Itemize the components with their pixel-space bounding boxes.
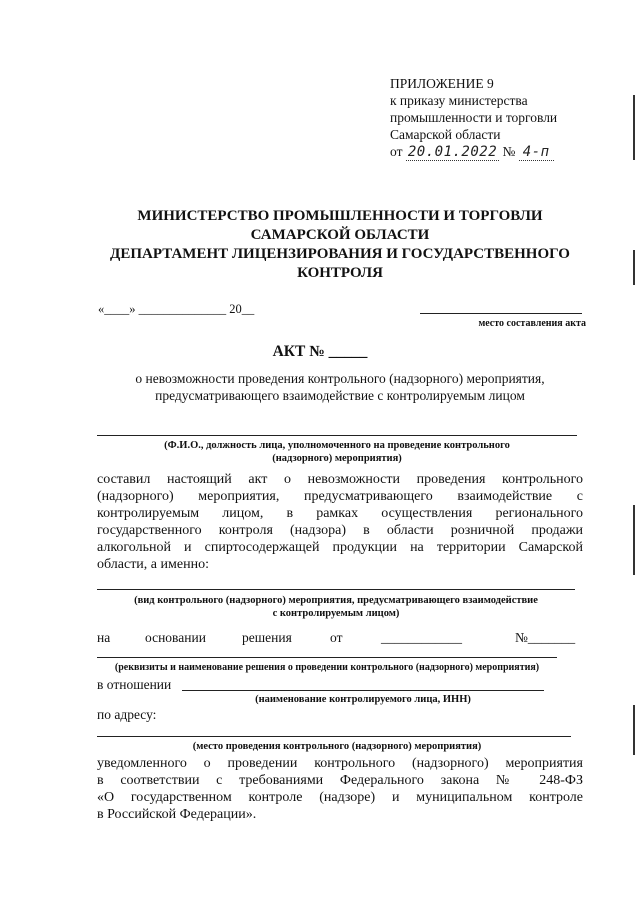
decision-caption: (реквизиты и наименование решения о проведении контрольного (надзорного) мероприятия) xyxy=(114,662,540,673)
address-label: по адресу: xyxy=(97,707,157,722)
body2-line-2: в соответствии с требованиями Федерального закона № 248-ФЗ xyxy=(97,773,583,788)
date-prefix: от xyxy=(390,144,403,159)
number-prefix: № xyxy=(502,144,516,159)
header-line-3: ДЕПАРТАМЕНТ ЛИЦЕНЗИРОВАНИЯ И ГОСУДАРСТВЕННОГО xyxy=(110,246,570,262)
regarding-blank-line xyxy=(182,690,544,691)
appendix-title: ПРИЛОЖЕНИЕ 9 xyxy=(390,76,494,91)
scan-edge-mark xyxy=(633,705,635,755)
basis-date-blank: ____________ xyxy=(381,630,462,645)
body1-line-4: государственного контроля (надзора) в области розничной продажи xyxy=(97,523,583,538)
type-caption-line-1: (вид контрольного (надзорного) мероприятия, предусматривающего взаимодействие xyxy=(134,595,538,606)
type-blank-line xyxy=(97,589,575,590)
fio-caption-line-1: (Ф.И.О., должность лица, уполномоченного на проведение контрольного xyxy=(164,440,510,451)
body2-line-3: «О государственном контроле (надзоре) и муниципальном контроле xyxy=(97,790,583,805)
body1-line-5: алкогольной и спиртосодержащей продукции на территории Самарской xyxy=(97,540,583,555)
header-line-4: КОНТРОЛЯ xyxy=(297,265,383,281)
decision-blank-line xyxy=(97,657,557,658)
type-caption-line-2: с контролируемым лицом) xyxy=(272,608,400,619)
body-paragraph-2 xyxy=(97,755,583,823)
fio-blank-line xyxy=(97,435,577,436)
regarding-caption: (наименование контролируемого лица, ИНН) xyxy=(255,694,471,705)
header-line-2: САМАРСКОЙ ОБЛАСТИ xyxy=(250,227,430,243)
appendix-line-1: к приказу министерства xyxy=(390,93,528,108)
ministry-header xyxy=(60,207,620,283)
appendix-block xyxy=(390,75,557,161)
body1-line-1: составил настоящий акт о невозможности проведения контрольного xyxy=(97,472,583,487)
header-line-1: МИНИСТЕРСТВО ПРОМЫШЛЕННОСТИ И ТОРГОВЛИ xyxy=(137,208,543,224)
basis-word-2: основании xyxy=(145,630,206,645)
basis-word-1: на xyxy=(97,630,111,645)
basis-word-3: решения xyxy=(242,630,292,645)
scan-edge-mark xyxy=(633,250,635,285)
act-date-line: «____» ______________ 20__ xyxy=(98,302,255,316)
basis-number-label: №_______ xyxy=(515,630,576,645)
basis-word-4: от xyxy=(330,630,343,645)
act-subtitle-line-1: о невозможности проведения контрольного (надзорного) мероприятия, xyxy=(135,371,545,386)
handwritten-date: 20.01.2022 xyxy=(407,144,498,160)
act-subtitle xyxy=(100,370,580,404)
basis-row xyxy=(97,630,583,648)
handwritten-number: 4-п xyxy=(519,144,554,161)
appendix-date-row xyxy=(390,143,557,161)
fio-caption xyxy=(97,439,577,465)
body1-line-6: области, а именно: xyxy=(97,557,209,572)
appendix-line-2: промышленности и торговли xyxy=(390,110,558,125)
body2-line-1: уведомленного о проведении контрольного (надзорного) мероприятия xyxy=(97,756,583,771)
fio-caption-line-2: (надзорного) мероприятия) xyxy=(272,453,402,464)
appendix-line-3: Самарской области xyxy=(390,127,501,142)
body1-line-2: (надзорного) мероприятия, предусматривающего взаимодействие с xyxy=(97,489,583,504)
address-blank-line xyxy=(97,736,571,737)
body1-line-3: контролируемым лицом, в рамках осуществления регионального xyxy=(97,506,583,521)
act-title: АКТ № _____ xyxy=(272,343,368,360)
scan-edge-mark xyxy=(633,95,635,160)
type-caption xyxy=(97,594,575,620)
act-subtitle-line-2: предусматривающего взаимодействие с контролируемым лицом xyxy=(155,388,525,403)
regarding-label: в отношении xyxy=(97,677,172,692)
place-event-caption: (место проведения контрольного (надзорного) мероприятия) xyxy=(192,741,482,752)
place-caption: место составления акта xyxy=(478,318,586,329)
place-blank-line xyxy=(420,313,582,314)
body2-line-4: в Российской Федерации». xyxy=(97,807,257,822)
body-paragraph-1 xyxy=(97,471,583,573)
scan-edge-mark xyxy=(633,505,635,575)
